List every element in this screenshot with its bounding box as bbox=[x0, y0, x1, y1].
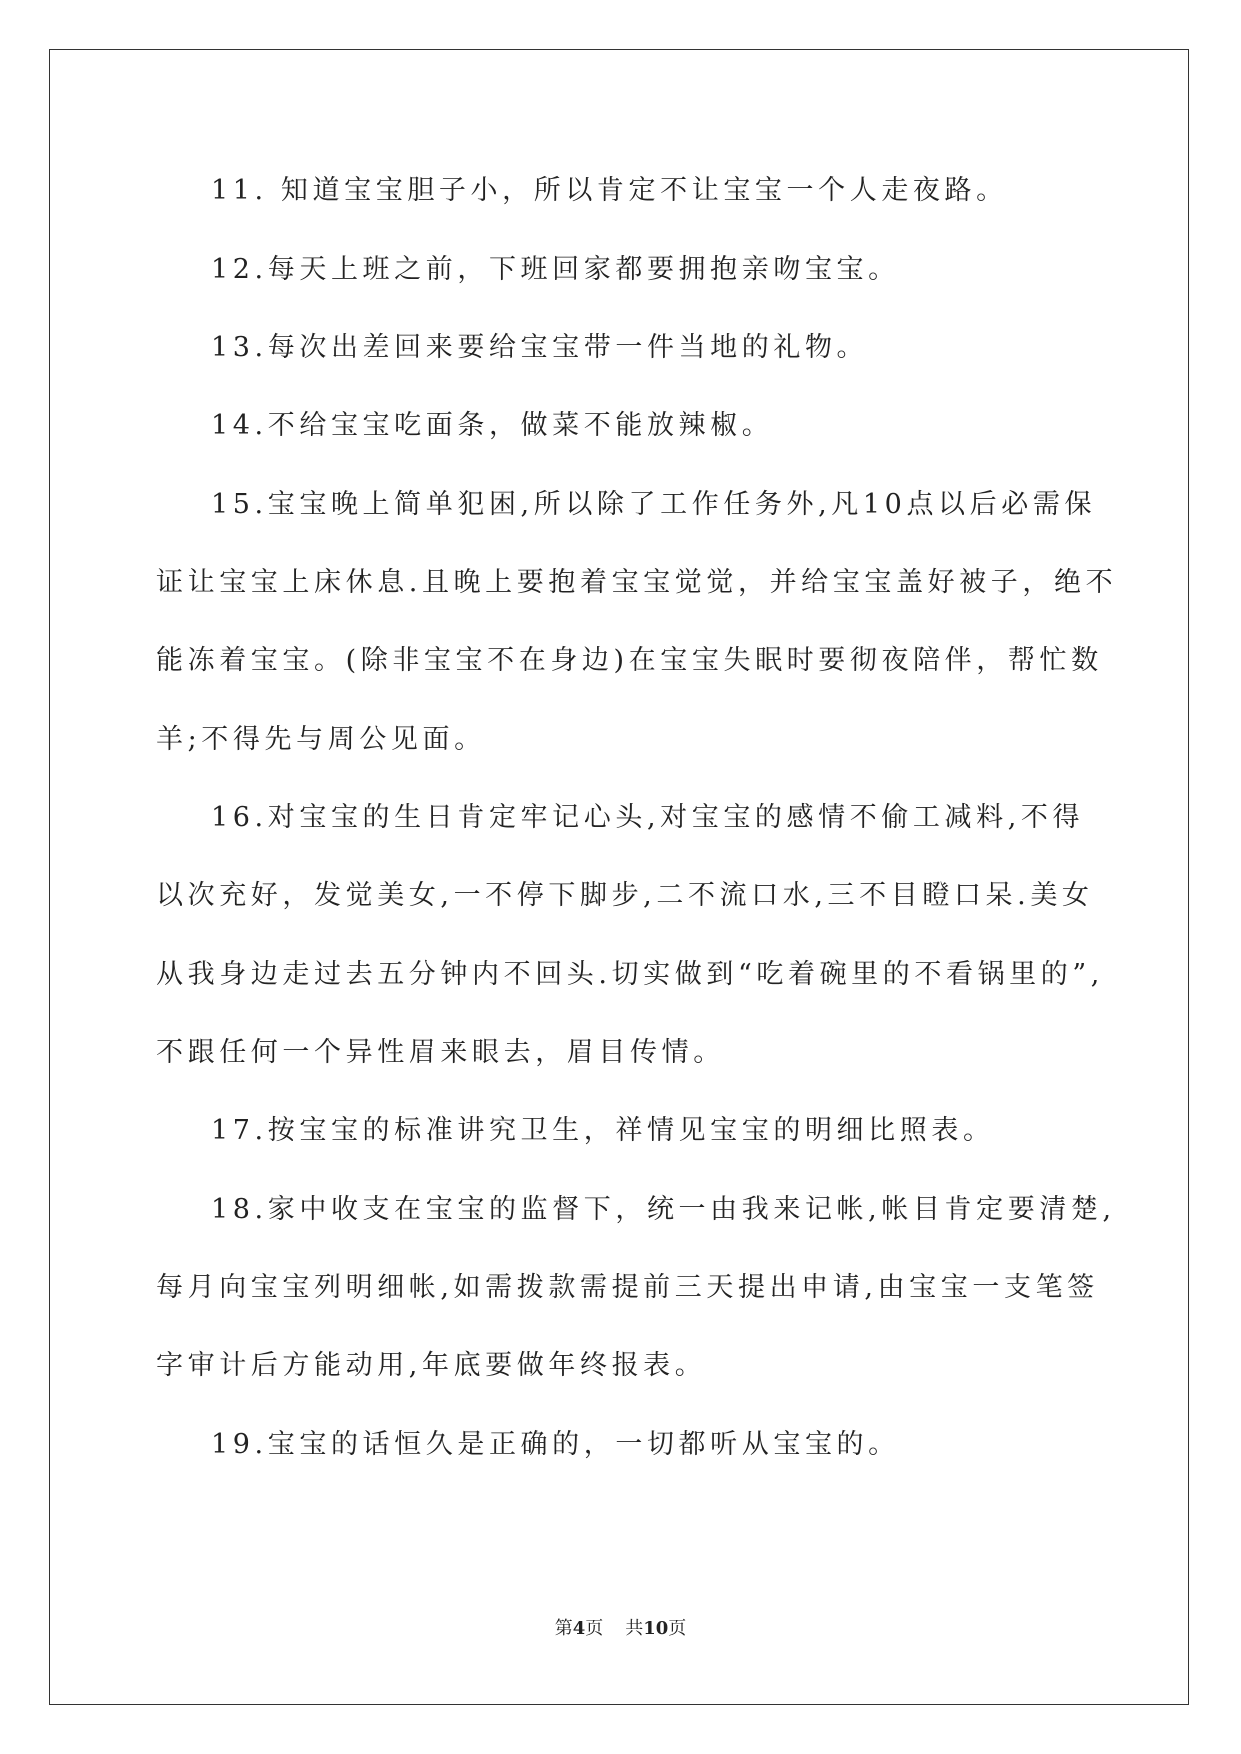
paragraph-18-line-1: 18.家中收支在宝宝的监督下，统一由我来记帐,帐目肯定要清楚, bbox=[211, 1194, 1116, 1225]
paragraph-11: 11. 知道宝宝胆子小，所以肯定不让宝宝一个人走夜路。 bbox=[211, 175, 1008, 206]
page-footer bbox=[0, 1614, 1241, 1640]
paragraph-18-line-2: 每月向宝宝列明细帐,如需拨款需提前三天提出申请,由宝宝一支笔签 bbox=[156, 1272, 1099, 1303]
paragraph-15-line-2: 证让宝宝上床休息.且晚上要抱着宝宝觉觉，并给宝宝盖好被子，绝不 bbox=[156, 567, 1118, 598]
page-number: 4 bbox=[572, 1618, 586, 1639]
page-prefix: 第 bbox=[554, 1618, 573, 1639]
paragraph-16-line-4: 不跟任何一个异性眉来眼去，眉目传情。 bbox=[156, 1037, 725, 1068]
paragraph-15-line-4: 羊;不得先与周公见面。 bbox=[156, 724, 486, 755]
total-prefix: 共 bbox=[625, 1618, 644, 1639]
paragraph-16-line-1: 16.对宝宝的生日肯定牢记心头,对宝宝的感情不偷工减料,不得 bbox=[211, 802, 1085, 833]
paragraph-13: 13.每次出差回来要给宝宝带一件当地的礼物。 bbox=[211, 332, 869, 363]
page-suffix: 页 bbox=[585, 1618, 604, 1639]
total-suffix: 页 bbox=[668, 1618, 687, 1639]
total-pages: 10 bbox=[643, 1618, 669, 1639]
paragraph-12: 12.每天上班之前，下班回家都要拥抱亲吻宝宝。 bbox=[211, 254, 900, 285]
paragraph-19: 19.宝宝的话恒久是正确的，一切都听从宝宝的。 bbox=[211, 1429, 900, 1460]
paragraph-17: 17.按宝宝的标准讲究卫生，祥情见宝宝的明细比照表。 bbox=[211, 1115, 995, 1146]
paragraph-14: 14.不给宝宝吃面条，做菜不能放辣椒。 bbox=[211, 410, 774, 441]
paragraph-15-line-1: 15.宝宝晚上简单犯困,所以除了工作任务外,凡10点以后必需保 bbox=[211, 489, 1097, 520]
paragraph-18-line-3: 字审计后方能动用,年底要做年终报表。 bbox=[156, 1350, 707, 1381]
paragraph-15-line-3: 能冻着宝宝。(除非宝宝不在身边)在宝宝失眠时要彻夜陪伴，帮忙数 bbox=[156, 645, 1103, 676]
paragraph-16-line-3: 从我身边走过去五分钟内不回头.切实做到“吃着碗里的不看锅里的”, bbox=[156, 959, 1104, 990]
paragraph-16-line-2: 以次充好，发觉美女,一不停下脚步,二不流口水,三不目瞪口呆.美女 bbox=[156, 880, 1094, 911]
